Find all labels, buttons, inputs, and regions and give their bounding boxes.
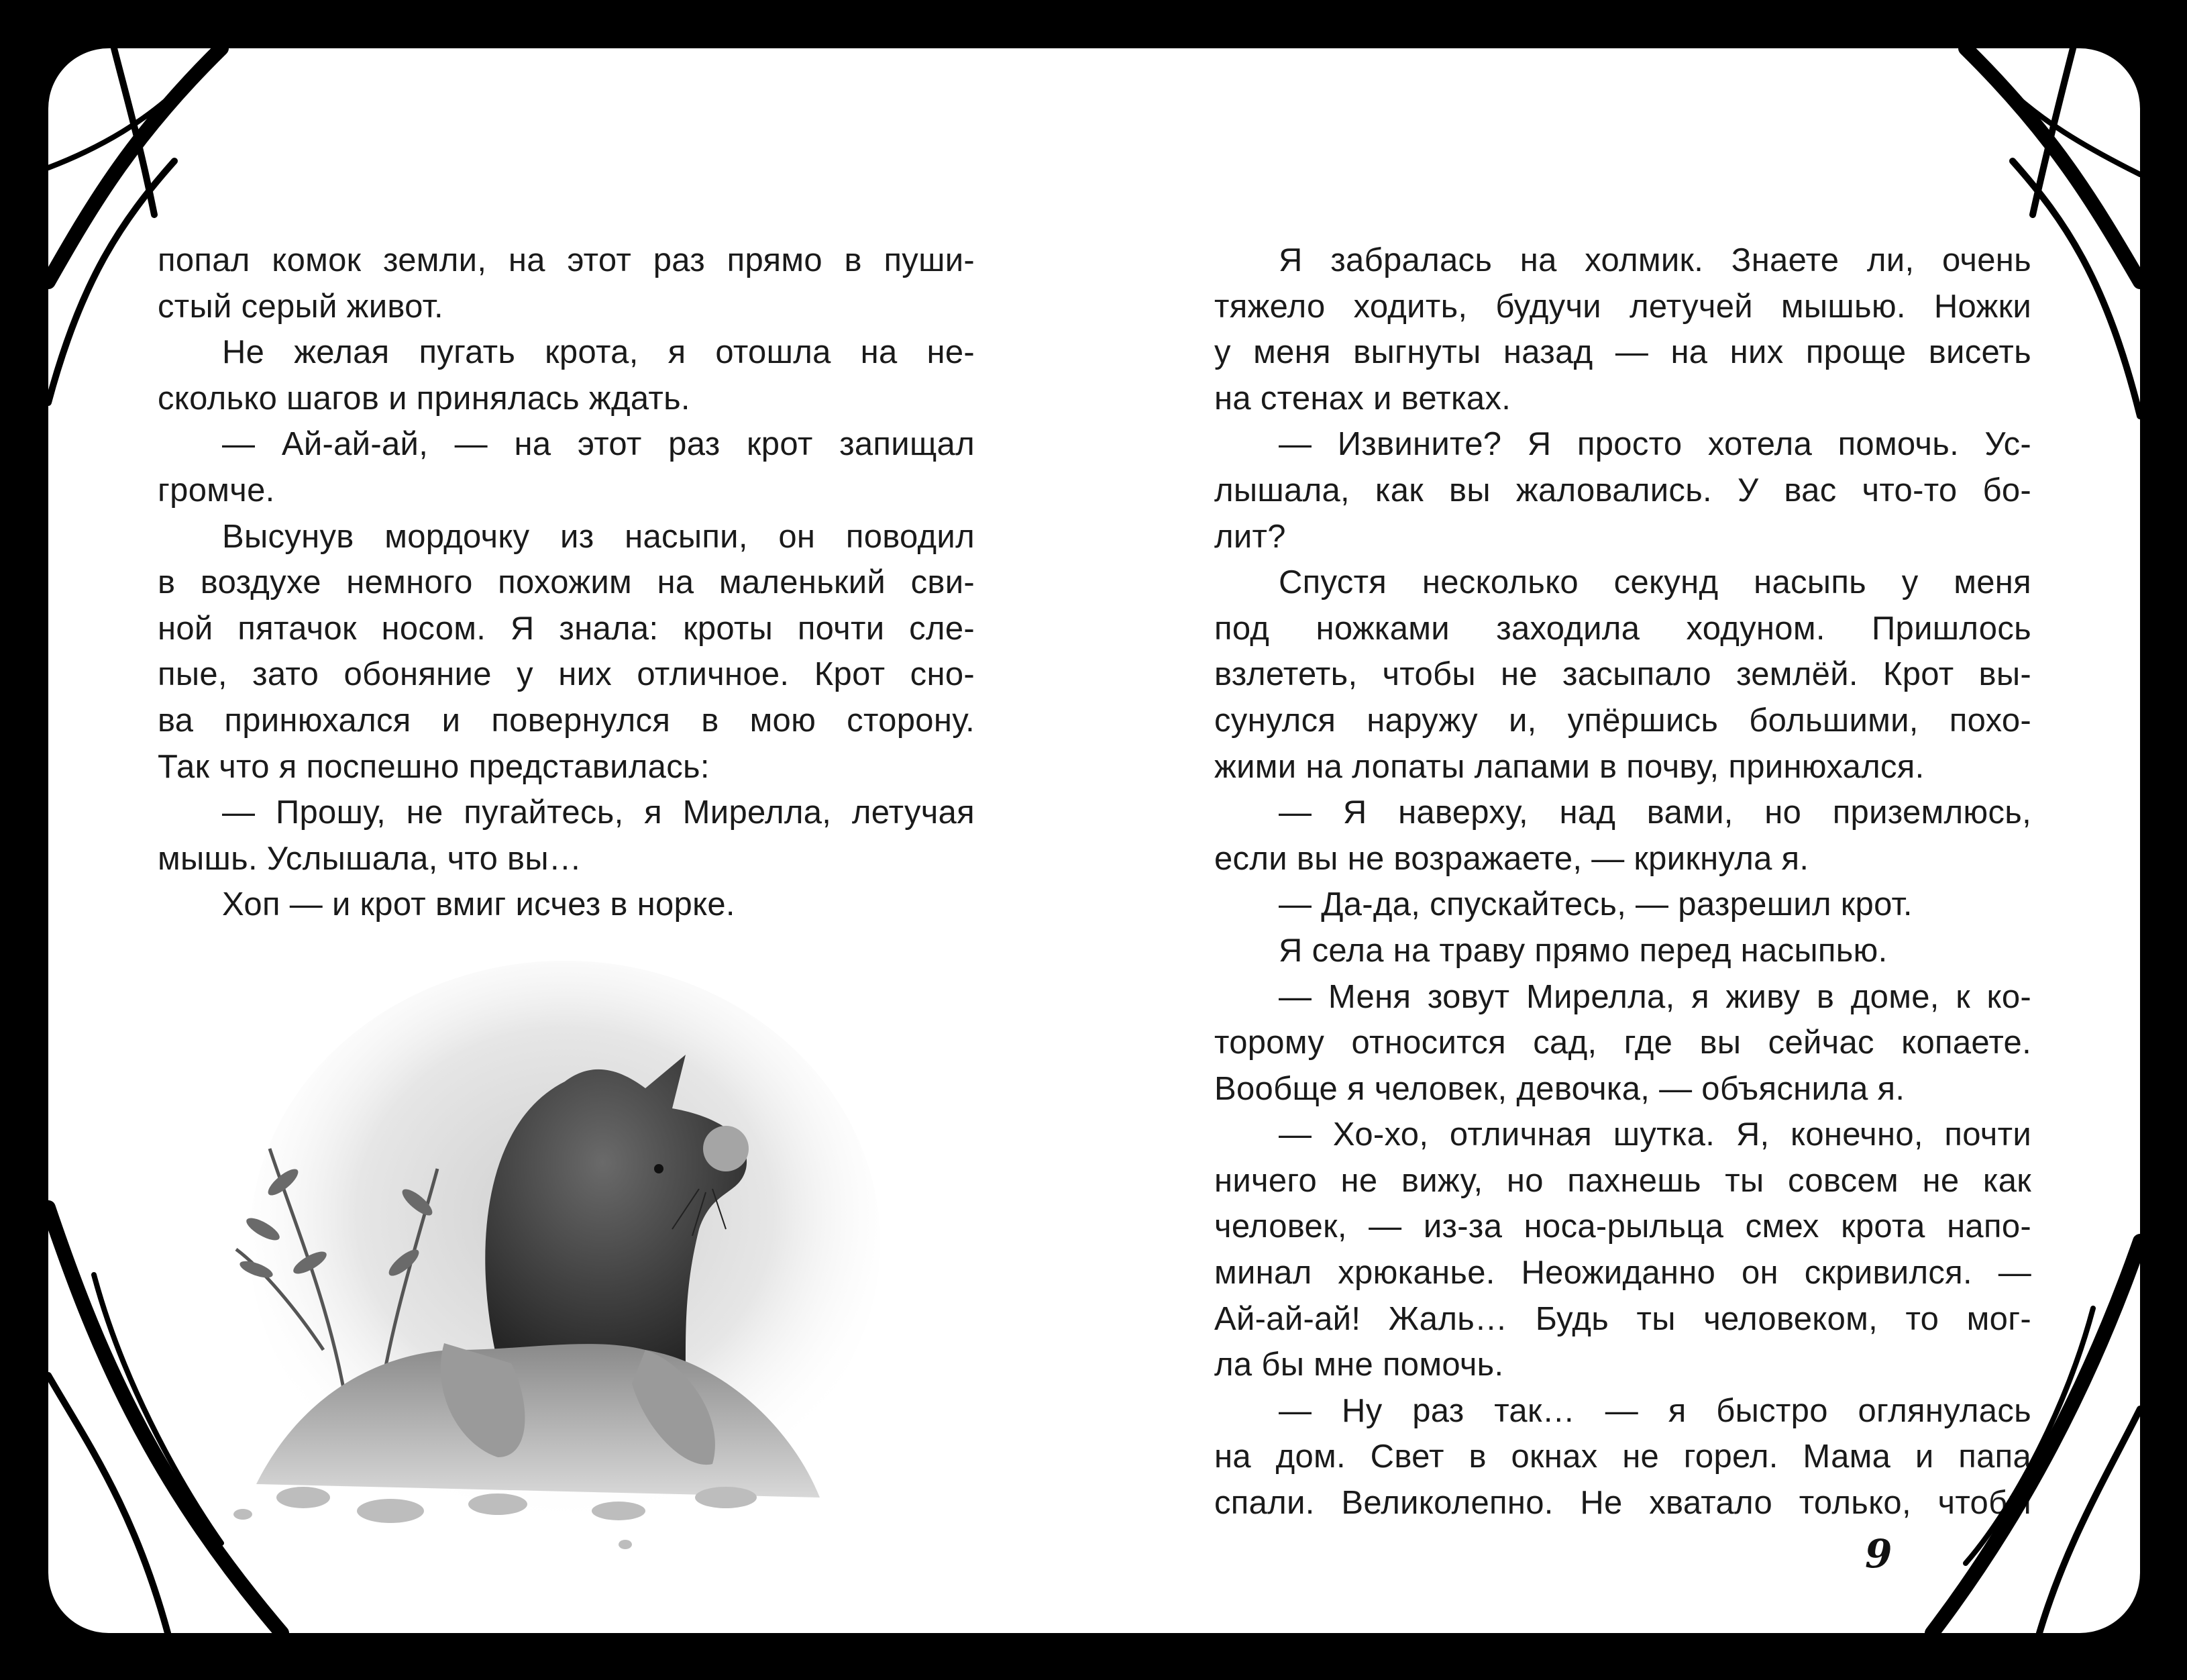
left-text-line: попал комок земли, на этот раз прямо в пуши- [158,242,975,278]
book-page-spread [48,48,2140,1633]
right-text-line: у меня выгнуты назад — на них проще висеть [1214,334,2031,371]
right-text-line: человек, — из-за носа-рыльца смех крота напо- [1214,1208,2031,1245]
right-text-line: минал хрюканье. Неожиданно он скривился. — [1214,1255,2031,1292]
right-text-line: взлететь, чтобы не засыпало землёй. Крот вы- [1214,656,2031,693]
right-text-line: — Ну раз так… — я быстро оглянулась [1279,1392,2031,1429]
right-text-line: лышала, как вы жаловались. У вас что-то бо- [1214,472,2031,509]
right-text-line: Спустя несколько секунд насыпь у меня [1279,564,2031,601]
right-text-line: Ай-ай-ай! Жаль… Будь ты человеком, то мог- [1214,1300,2031,1337]
right-text-line: Я забралась на холмик. Знаете ли, очень [1279,242,2031,278]
right-text-line: под ножками заходила ходуном. Пришлось [1214,610,2031,647]
page-number: 9 [1865,1531,1892,1577]
left-text-line: Высунув мордочку из насыпи, он поводил [222,518,975,555]
right-text-line: — Хо-хо, отличная шутка. Я, конечно, почти [1279,1116,2031,1153]
left-text-line: ной пятачок носом. Я знала: кроты почти сле- [158,610,975,647]
right-text-line: — Меня зовут Мирелла, я живу в доме, к ко- [1279,978,2031,1015]
mole-illustration [216,947,900,1551]
left-text-line: мышь. Услышала, что вы… [158,840,582,877]
left-text-line: — Прошу, не пугайтесь, я Мирелла, летучая [222,794,975,831]
left-text-line: Не желая пугать крота, я отошла на не- [222,334,975,371]
left-text-line: в воздухе немного похожим на маленький сви- [158,564,975,601]
left-text-line: ва принюхался и повернулся в мою сторону. [158,702,975,739]
left-page-text [158,238,975,928]
left-text-line: пые, зато обоняние у них отличное. Крот сно- [158,656,975,693]
right-text-line: если вы не возражаете, — крикнула я. [1214,840,1809,877]
right-text-line: Я села на траву прямо перед насыпью. [1279,932,1888,969]
right-text-line: жими на лопаты лапами в почву, принюхался. [1214,748,1925,785]
right-text-line: на стенах и ветках. [1214,380,1511,417]
right-page-text [1214,238,2031,1526]
right-text-line: спали. Великолепно. Не хватало только, чтобы [1214,1485,2031,1522]
right-text-line: — Да-да, спускайтесь, — разрешил крот. [1279,886,1913,923]
right-text-line: ничего не вижу, но пахнешь ты совсем не как [1214,1162,2031,1199]
left-text-line: стый серый живот. [158,288,443,325]
right-text-line: — Я наверху, над вами, но приземлюсь, [1279,794,2031,831]
right-text-line: тяжело ходить, будучи летучей мышью. Ножки [1214,288,2031,325]
right-text-line: торому относится сад, где вы сейчас копаете. [1214,1025,2031,1061]
left-text-line: громче. [158,472,275,509]
right-text-line: лит? [1214,518,1286,555]
left-text-line: — Ай-ай-ай, — на этот раз крот запищал [222,426,975,463]
left-text-line: Хоп — и крот вмиг исчез в норке. [222,886,735,923]
right-text-line: — Извините? Я просто хотела помочь. Ус- [1279,426,2031,463]
right-text-line: Вообще я человек, девочка, — объяснила я. [1214,1070,1905,1107]
left-text-line: Так что я поспешно представилась: [158,748,710,785]
left-text-line: сколько шагов и принялась ждать. [158,380,690,417]
right-text-line: ла бы мне помочь. [1214,1347,1504,1383]
right-text-line: на дом. Свет в окнах не горел. Мама и папа [1214,1438,2031,1475]
right-text-line: сунулся наружу и, упёршись большими, похо- [1214,702,2031,739]
